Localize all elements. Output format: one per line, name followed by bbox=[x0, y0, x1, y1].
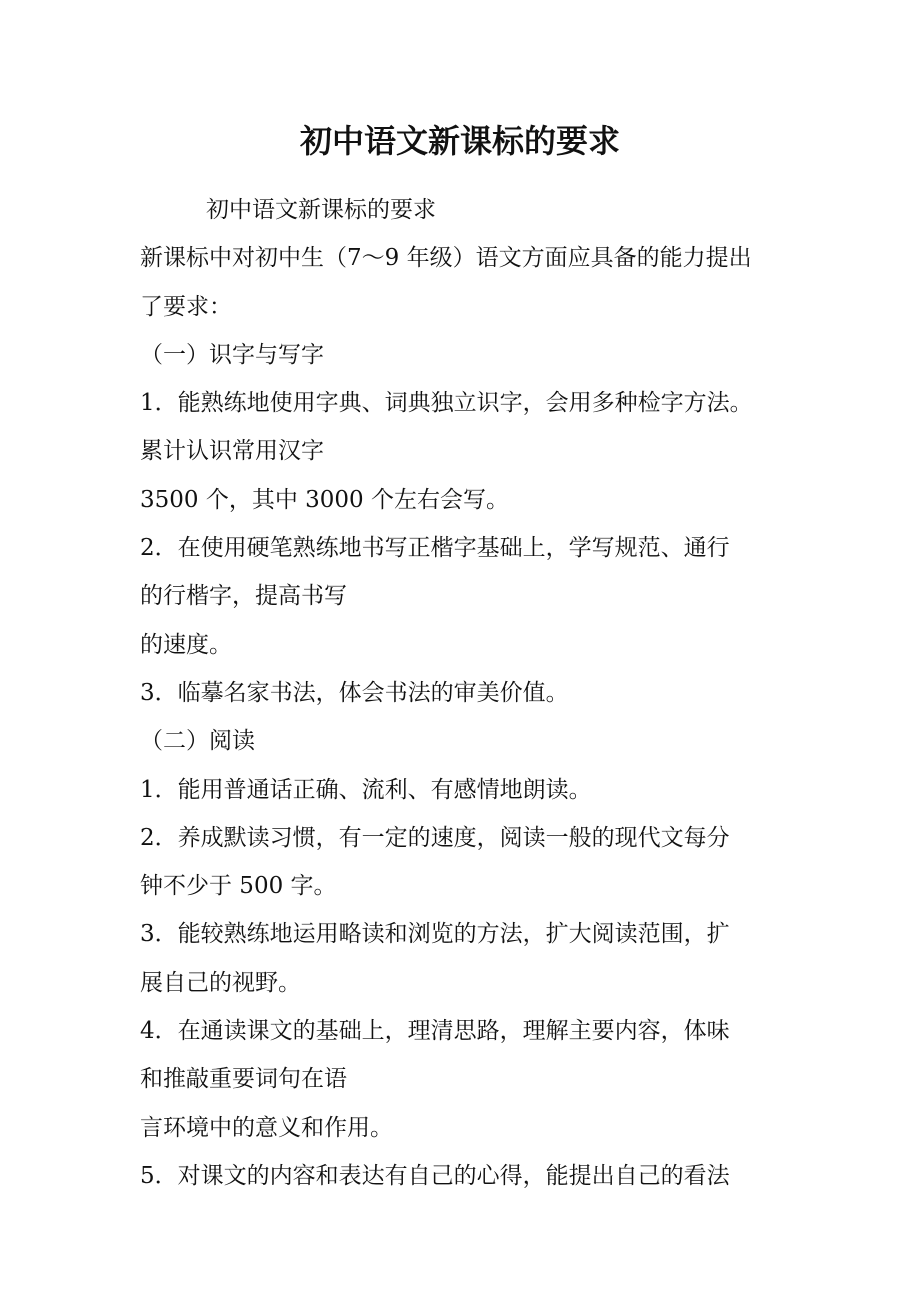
document-title: 初中语文新课标的要求 bbox=[299, 122, 620, 160]
text-line: 言环境中的意义和作用。 bbox=[140, 1114, 393, 1141]
text-line: 和推敲重要词句在语 bbox=[140, 1066, 347, 1093]
text-line: 2．在使用硬笔熟练地书写正楷字基础上，学写规范、通行 bbox=[140, 535, 730, 562]
text-line: 新课标中对初中生（7～9 年级）语文方面应具备的能力提出 bbox=[140, 245, 752, 272]
section-heading: （二）阅读 bbox=[140, 728, 255, 755]
section-heading: （一）识字与写字 bbox=[140, 341, 324, 368]
text-line: 的速度。 bbox=[140, 631, 232, 658]
text-line: 钟不少于 500 字。 bbox=[140, 873, 337, 900]
text-line: 累计认识常用汉字 bbox=[140, 438, 324, 465]
text-line: 3．能较熟练地运用略读和浏览的方法，扩大阅读范围，扩 bbox=[140, 921, 730, 948]
document-body bbox=[140, 186, 820, 1200]
text-line: 5．对课文的内容和表达有自己的心得，能提出自己的看法 bbox=[140, 1162, 730, 1189]
text-line: 2．养成默读习惯，有一定的速度，阅读一般的现代文每分 bbox=[140, 824, 730, 851]
text-line: 1．能熟练地使用字典、词典独立识字，会用多种检字方法。 bbox=[140, 390, 753, 417]
text-line: 4．在通读课文的基础上，理清思路，理解主要内容，体味 bbox=[140, 1018, 730, 1045]
text-line: 的行楷字，提高书写 bbox=[140, 583, 347, 610]
text-line: 了要求： bbox=[140, 293, 232, 320]
text-line: 展自己的视野。 bbox=[140, 969, 301, 996]
subtitle-line: 初中语文新课标的要求 bbox=[206, 197, 436, 223]
text-line: 3．临摹名家书法，体会书法的审美价值。 bbox=[140, 679, 569, 706]
text-line: 3500 个，其中 3000 个左右会写。 bbox=[140, 486, 509, 513]
text-line: 1．能用普通话正确、流利、有感情地朗读。 bbox=[140, 776, 592, 803]
